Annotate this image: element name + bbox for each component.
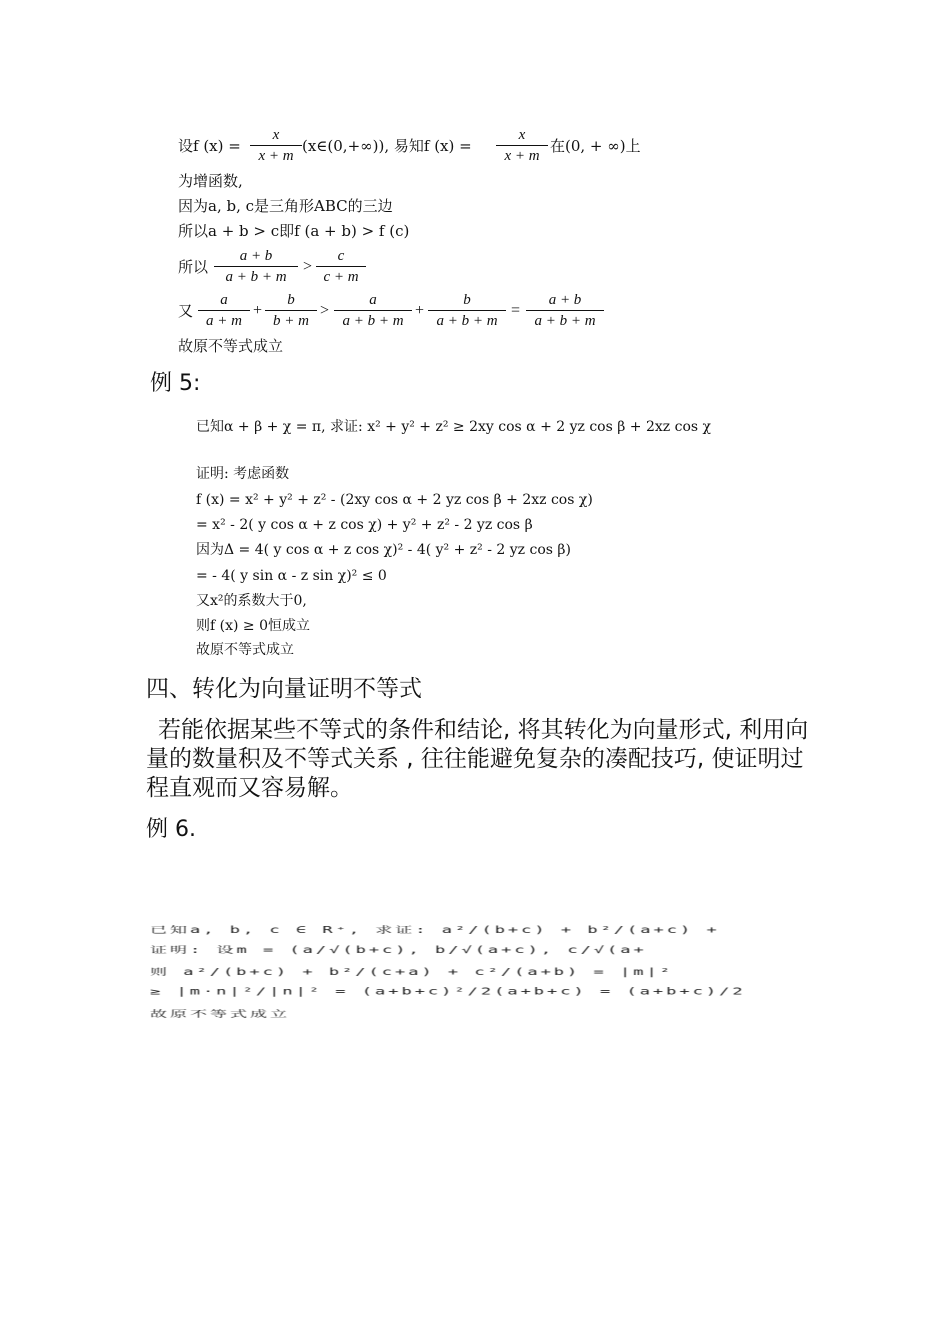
equals-sign: = [511, 302, 521, 319]
example6-blurred-line: 已知a, b, c ∈ R⁺, 求证: a²/(b+c) + b²/(a+c) + [150, 924, 720, 936]
example6-blurred-line: ≥ |m·n|²/|n|² = (a+b+c)²/2(a+b+c) = (a+b+c)/2 [150, 986, 746, 997]
proof4-line7: 故原不等式成立 [178, 337, 284, 355]
fraction-b-over-bm: $\frac{b}{b + m}$ [265, 291, 317, 330]
proof4-line1-suffix: 在(0, + ∞)上 [550, 137, 641, 155]
example5-label: 例 5: [150, 371, 201, 396]
plus-sign: + [253, 302, 263, 319]
greater-than-sign-2: > [320, 302, 330, 319]
fraction-a-over-abm: $\frac{a}{a + b + m}$ [334, 291, 412, 330]
proof4-line4: 所以a + b > c即f (a + b) > f (c) [178, 222, 410, 240]
example6-blurred-line: 则 a²/(b+c) + b²/(c+a) + c²/(a+b) = |m|² [150, 966, 673, 978]
fraction-x-over-x-plus-m: $\frac{x}{x + m}$ [250, 126, 302, 165]
example5-proof-line: = x² - 2( y cos α + z cos χ) + y² + z² - 2 yz cos β [196, 517, 533, 533]
example6-blurred-line: 故原不等式成立 [150, 1008, 290, 1020]
proof4-line5-prefix: 所以 [178, 258, 209, 276]
plus-sign-2: + [415, 302, 425, 319]
example5-proof-line: 则f (x) ≥ 0恒成立 [196, 618, 310, 634]
example6-blurred-formula [150, 918, 950, 1023]
section4-paragraph: 若能依据某些不等式的条件和结论, 将其转化为向量形式, 利用向量的数量积及不等式关系 , 往往能避免复杂的凑配技巧, 使证明过程直观而又容易解。 [146, 717, 809, 801]
example5-proof-line: f (x) = x² + y² + z² - (2xy cos α + 2 yz cos β + 2xz cos χ) [196, 492, 593, 508]
example5-proof-line: 故原不等式成立 [196, 642, 294, 658]
proof4-line6-prefix: 又 [178, 302, 194, 320]
example5-proof-line: 证明: 考虑函数 [196, 466, 290, 482]
proof4-line1-prefix: 设f (x) = [178, 137, 241, 155]
fraction-c-over-cm: $\frac{c}{c + m}$ [316, 247, 366, 286]
section4-heading: 四、转化为向量证明不等式 [146, 676, 422, 702]
proof4-line3: 因为a, b, c是三角形ABC的三边 [178, 197, 393, 215]
fraction-ab-over-abm: $\frac{a + b}{a + b + m}$ [214, 247, 298, 286]
example6-blurred-line: 证明: 设m = (a/√(b+c), b/√(a+c), c/√(a+ [150, 944, 647, 956]
fraction-b-over-abm: $\frac{b}{a + b + m}$ [428, 291, 506, 330]
fraction-ab-over-abm-2: $\frac{a + b}{a + b + m}$ [526, 291, 604, 330]
example5-statement: 已知α + β + χ = π, 求证: x² + y² + z² ≥ 2xy cos α + 2 yz cos β + 2xz cos χ [196, 419, 711, 435]
example5-proof-line: 因为Δ = 4( y cos α + z cos χ)² - 4( y² + z² - 2 yz cos β) [196, 542, 571, 558]
fraction-x-over-x-plus-m-2: $\frac{x}{x + m}$ [496, 126, 548, 165]
greater-than-sign: > [303, 258, 313, 275]
proof4-line1-mid: (x∈(0,+∞)), 易知f (x) = [302, 137, 472, 155]
example5-proof-line: = - 4( y sin α - z sin χ)² ≤ 0 [196, 568, 387, 584]
fraction-a-over-am: $\frac{a}{a + m}$ [198, 291, 250, 330]
example6-label: 例 6. [146, 817, 196, 842]
example5-proof-line: 又x²的系数大于0, [196, 593, 307, 609]
proof4-line2: 为增函数, [178, 172, 243, 190]
